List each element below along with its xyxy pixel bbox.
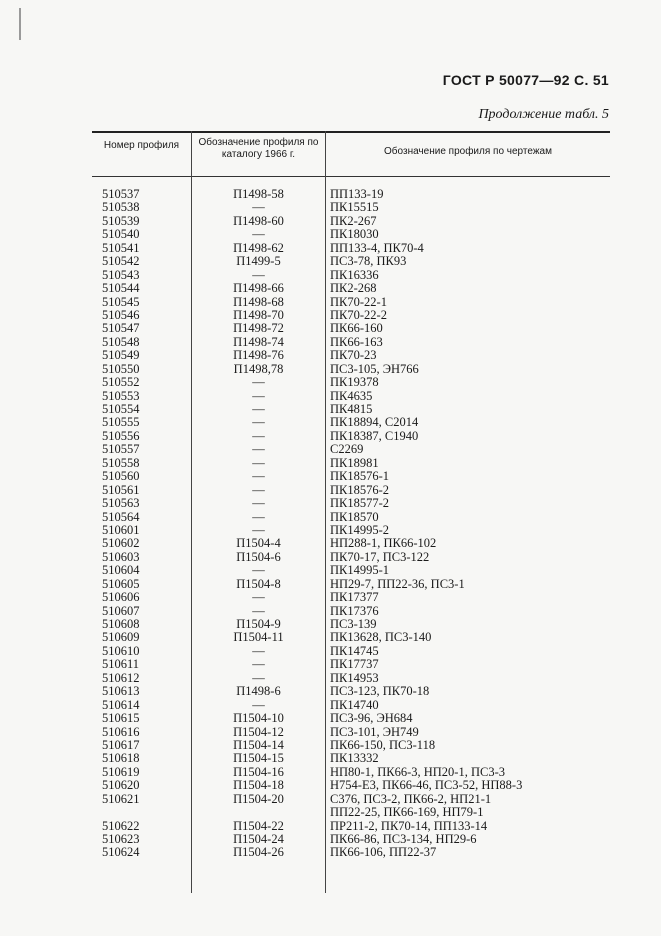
profile-number: 510557 (102, 442, 140, 457)
profile-number: 510540 (102, 227, 140, 242)
profile-number: 510612 (102, 670, 140, 685)
drawing-designation (330, 188, 383, 201)
drawing-designation-line: ПК66-163 (330, 334, 383, 349)
catalog-designation: П1504-24 (233, 832, 284, 847)
drawing-designation (330, 658, 379, 671)
drawing-designation (330, 296, 387, 309)
table-row (92, 537, 610, 550)
drawing-designation (330, 457, 379, 470)
table-row (92, 349, 610, 362)
column-header-drawings: Обозначение профиля по чертежам (384, 146, 552, 157)
drawing-designation-line: ПК4635 (330, 388, 373, 403)
catalog-designation: П1504-11 (233, 630, 284, 645)
profile-number: 510545 (102, 294, 140, 309)
profile-number: 510609 (102, 630, 140, 645)
table-row (92, 296, 610, 309)
catalog-designation: П1504-4 (236, 536, 281, 551)
profile-number: 510605 (102, 576, 140, 591)
drawing-designation-line: ПК4815 (330, 402, 373, 416)
catalog-designation: П1504-18 (233, 778, 284, 793)
drawing-designation-line: ПК70-22-1 (330, 294, 387, 309)
drawing-designation (330, 605, 379, 618)
drawing-designation (330, 255, 406, 268)
catalog-designation: — (252, 428, 265, 443)
drawing-designation (330, 631, 431, 644)
profile-number: 510624 (102, 845, 140, 860)
drawing-designation (330, 201, 379, 214)
table-row (92, 752, 610, 765)
catalog-designation: — (252, 697, 265, 712)
drawing-designation-line: ПК14953 (330, 670, 379, 685)
table-row (92, 443, 610, 456)
table-row (92, 591, 610, 604)
profile-number: 510623 (102, 832, 140, 847)
profile-number: 510554 (102, 402, 140, 416)
catalog-designation: П1498-62 (233, 240, 284, 255)
catalog-designation: — (252, 200, 265, 215)
drawing-designation-line: С376, ПС3-2, ПК66-2, НП21-1 (330, 791, 492, 806)
table-row (92, 564, 610, 577)
drawing-designation-line: ПС3-123, ПК70-18 (330, 684, 430, 699)
catalog-designation: — (252, 442, 265, 457)
table-row (92, 578, 610, 591)
profile-number: 510617 (102, 737, 140, 752)
drawing-designation (330, 376, 379, 389)
catalog-designation: П1498,78 (233, 361, 284, 376)
profile-number: 510604 (102, 563, 140, 578)
table-row (92, 376, 610, 389)
drawing-designation (330, 537, 436, 550)
drawing-designation-line: НП80-1, ПК66-3, НП20-1, ПС3-3 (330, 764, 505, 779)
table-row (92, 846, 610, 859)
table-header-rule (92, 176, 610, 177)
profile-number: 510556 (102, 428, 140, 443)
catalog-designation: П1504-22 (233, 818, 284, 833)
drawing-designation (330, 430, 418, 443)
drawing-designation-line: ПК14745 (330, 643, 379, 658)
drawing-designation (330, 363, 419, 376)
profile-number: 510621 (102, 791, 140, 806)
drawing-designation-line: НП288-1, ПК66-102 (330, 536, 437, 551)
drawing-designation (330, 551, 429, 564)
drawing-designation-line: ПП22-25, ПК66-169, НП79-1 (330, 805, 484, 820)
catalog-designation: — (252, 455, 265, 470)
profile-number: 510552 (102, 375, 140, 390)
catalog-designation: — (252, 402, 265, 416)
profile-number: 510564 (102, 509, 140, 524)
profile-number: 510549 (102, 348, 140, 363)
drawing-designation (330, 833, 477, 846)
catalog-designation: — (252, 563, 265, 578)
drawing-designation-line: ПК15515 (330, 200, 379, 215)
profile-number: 510558 (102, 455, 140, 470)
catalog-designation: П1498-70 (233, 307, 284, 322)
drawing-designation-line: ПК18030 (330, 227, 379, 242)
catalog-designation: П1498-60 (233, 213, 284, 228)
catalog-designation: П1504-20 (233, 791, 284, 806)
drawing-designation (330, 228, 379, 241)
drawing-designation-line: ПК18570 (330, 509, 379, 524)
drawing-designation-line: ПК70-23 (330, 348, 377, 363)
table-row (92, 484, 610, 497)
table-row (92, 390, 610, 403)
drawing-designation (330, 578, 465, 591)
drawing-designation (330, 779, 522, 792)
profile-number: 510602 (102, 536, 140, 551)
profile-number: 510608 (102, 617, 140, 631)
column-header-catalog: Обозначение профиля по каталогу 1966 г. (198, 137, 319, 160)
table-row (92, 739, 610, 752)
catalog-designation: — (252, 522, 265, 537)
profile-number: 510555 (102, 415, 140, 430)
drawing-designation (330, 309, 387, 322)
profile-number: 510613 (102, 684, 140, 699)
table-row (92, 820, 610, 833)
drawing-designation (330, 322, 383, 335)
drawing-designation (330, 215, 377, 228)
drawing-designation-line: ПК70-22-2 (330, 307, 387, 322)
table-row (92, 363, 610, 376)
table-row (92, 470, 610, 483)
profile-number: 510622 (102, 818, 140, 833)
profile-number: 510550 (102, 361, 140, 376)
profile-number: 510610 (102, 643, 140, 658)
catalog-designation: П1504-8 (236, 576, 281, 591)
profile-number: 510547 (102, 321, 140, 336)
catalog-designation: — (252, 657, 265, 672)
drawing-designation-line: ПС3-96, ЭН684 (330, 711, 413, 726)
drawing-designation-line: ПК18981 (330, 455, 379, 470)
catalog-designation: — (252, 670, 265, 685)
catalog-designation: — (252, 375, 265, 390)
drawing-designation-line: ПК14995-1 (330, 563, 390, 578)
drawing-designation-line: ПК14995-2 (330, 522, 390, 537)
drawing-designation-line: ПК66-86, ПС3-134, НП29-6 (330, 832, 477, 847)
drawing-designation-line: ПК17737 (330, 657, 379, 672)
table-row (92, 793, 610, 820)
table-row (92, 255, 610, 268)
profile-number: 510548 (102, 334, 140, 349)
table-row (92, 618, 610, 631)
drawing-designation (330, 484, 389, 497)
catalog-designation: П1498-74 (233, 334, 284, 349)
table-row (92, 779, 610, 792)
drawing-designation-line: С2269 (330, 442, 364, 457)
drawing-designation-line: ПК66-150, ПС3-118 (330, 737, 436, 752)
page-header-standard: ГОСТ Р 50077—92 С. 51 (442, 72, 609, 88)
table-row (92, 524, 610, 537)
drawing-designation-line: ПК18387, С1940 (330, 428, 419, 443)
column-header-number: Номер профиля (103, 140, 180, 151)
profile-number: 510544 (102, 281, 140, 296)
drawing-designation (330, 726, 419, 739)
drawing-designation-line: ПК2-267 (330, 213, 377, 228)
profile-number: 510601 (102, 522, 140, 537)
table-row (92, 497, 610, 510)
drawing-designation (330, 712, 413, 725)
drawing-designation (330, 336, 383, 349)
binding-margin-mark (19, 8, 21, 40)
catalog-designation: — (252, 643, 265, 658)
catalog-designation: П1498-66 (233, 281, 284, 296)
table-row (92, 269, 610, 282)
catalog-designation: П1498-76 (233, 348, 284, 363)
catalog-designation: П1504-14 (233, 737, 284, 752)
drawing-designation (330, 591, 379, 604)
drawing-designation-line: ПК18577-2 (330, 496, 390, 511)
drawing-designation (330, 685, 429, 698)
drawing-designation-line: ПК16336 (330, 267, 379, 282)
catalog-designation: П1504-6 (236, 549, 281, 564)
profile-number: 510618 (102, 751, 140, 766)
drawing-designation (330, 511, 379, 524)
drawing-designation (330, 349, 377, 362)
profile-number: 510560 (102, 469, 140, 484)
drawing-designation-line: ПК17376 (330, 603, 379, 618)
drawing-designation-line: ПК19378 (330, 375, 379, 390)
table-row (92, 658, 610, 671)
profile-number: 510537 (102, 187, 140, 201)
profile-number: 510561 (102, 482, 140, 497)
drawing-designation (330, 242, 424, 255)
drawing-designation (330, 645, 379, 658)
drawing-designation-line: ПС3-78, ПК93 (330, 254, 407, 269)
table-row (92, 403, 610, 416)
table-row (92, 672, 610, 685)
drawing-designation (330, 766, 505, 779)
profile-number: 510614 (102, 697, 140, 712)
catalog-designation: — (252, 509, 265, 524)
drawing-designation-line: ПК18576-2 (330, 482, 390, 497)
profile-number: 510616 (102, 724, 140, 739)
table-row (92, 228, 610, 241)
table-row (92, 833, 610, 846)
profile-number: 510606 (102, 590, 140, 605)
catalog-designation: — (252, 415, 265, 430)
drawing-designation-line: ПС3-105, ЭН766 (330, 361, 419, 376)
table-row (92, 188, 610, 201)
profile-number: 510563 (102, 496, 140, 511)
drawing-designation-line: ПК17377 (330, 590, 379, 605)
catalog-designation: — (252, 603, 265, 618)
table-body (92, 188, 610, 860)
drawing-designation (330, 524, 389, 537)
drawing-designation-line: ПК66-106, ПП22-37 (330, 845, 437, 860)
catalog-designation: П1504-10 (233, 711, 284, 726)
drawing-designation (330, 470, 389, 483)
drawing-designation (330, 403, 372, 416)
drawing-designation-line: ПП133-19 (330, 187, 384, 201)
drawing-designation-line: ПС3-139 (330, 617, 377, 631)
catalog-designation: П1499-5 (236, 254, 281, 269)
profile-number: 510607 (102, 603, 140, 618)
catalog-designation: П1498-72 (233, 321, 284, 336)
table-row (92, 416, 610, 429)
drawing-designation-line: ПК13628, ПС3-140 (330, 630, 432, 645)
drawing-designation-line: ПК70-17, ПС3-122 (330, 549, 430, 564)
catalog-designation: П1498-6 (236, 684, 281, 699)
table-row (92, 766, 610, 779)
drawing-designation-line: ПК14740 (330, 697, 379, 712)
table-row (92, 430, 610, 443)
profile-number: 510615 (102, 711, 140, 726)
catalog-designation: П1504-16 (233, 764, 284, 779)
table-row (92, 645, 610, 658)
catalog-designation: — (252, 388, 265, 403)
drawing-designation (330, 269, 379, 282)
profile-number: 510611 (102, 657, 140, 672)
drawing-designation-line: ПС3-101, ЭН749 (330, 724, 419, 739)
drawing-designation-line: ПК18894, С2014 (330, 415, 419, 430)
drawing-designation-line: ПР211-2, ПК70-14, ПП133-14 (330, 818, 488, 833)
table-row (92, 712, 610, 725)
table-continuation-caption: Продолжение табл. 5 (478, 107, 609, 122)
profile-number: 510541 (102, 240, 140, 255)
catalog-designation: П1504-26 (233, 845, 284, 860)
catalog-designation: П1504-12 (233, 724, 284, 739)
drawing-designation-line: НП29-7, ПП22-36, ПС3-1 (330, 576, 465, 591)
table-row (92, 631, 610, 644)
drawing-designation (330, 846, 436, 859)
table-row (92, 336, 610, 349)
table-row (92, 282, 610, 295)
drawing-designation (330, 416, 418, 429)
catalog-designation: — (252, 482, 265, 497)
catalog-designation: — (252, 496, 265, 511)
catalog-designation: П1498-68 (233, 294, 284, 309)
profile-number: 510620 (102, 778, 140, 793)
profile-number: 510619 (102, 764, 140, 779)
table-row (92, 242, 610, 255)
profile-number: 510603 (102, 549, 140, 564)
drawing-designation-line: ПК66-160 (330, 321, 383, 336)
drawing-designation-line: ПП133-4, ПК70-4 (330, 240, 424, 255)
profile-number: 510538 (102, 200, 140, 215)
drawing-designation (330, 739, 435, 752)
catalog-designation: — (252, 590, 265, 605)
table-row (92, 201, 610, 214)
drawing-designation (330, 497, 389, 510)
drawing-designation (330, 820, 487, 833)
profile-number: 510542 (102, 254, 140, 269)
table-top-rule (92, 131, 610, 133)
table-row (92, 457, 610, 470)
drawing-designation (330, 443, 363, 456)
profile-number: 510546 (102, 307, 140, 322)
drawing-designation (330, 793, 491, 820)
drawing-designation (330, 282, 377, 295)
profile-number: 510539 (102, 213, 140, 228)
catalog-designation: — (252, 227, 265, 242)
drawing-designation (330, 699, 379, 712)
table-row (92, 726, 610, 739)
table-row (92, 699, 610, 712)
table-row (92, 309, 610, 322)
drawing-designation-line: ПК13332 (330, 751, 379, 766)
table-row (92, 511, 610, 524)
catalog-designation: — (252, 469, 265, 484)
table-row (92, 322, 610, 335)
drawing-designation-line: Н754-Е3, ПК66-46, ПС3-52, НП88-3 (330, 778, 523, 793)
catalog-designation: П1504-15 (233, 751, 284, 766)
table-row (92, 685, 610, 698)
drawing-designation-line: ПК2-268 (330, 281, 377, 296)
table-row (92, 551, 610, 564)
drawing-designation (330, 672, 379, 685)
catalog-designation: П1504-9 (236, 617, 281, 631)
profile-number: 510543 (102, 267, 140, 282)
drawing-designation (330, 618, 377, 631)
drawing-designation (330, 564, 389, 577)
table-row (92, 605, 610, 618)
catalog-designation: — (252, 267, 265, 282)
profile-number: 510553 (102, 388, 140, 403)
table-row (92, 215, 610, 228)
drawing-designation-line: ПК18576-1 (330, 469, 390, 484)
drawing-designation (330, 390, 372, 403)
drawing-designation (330, 752, 379, 765)
catalog-designation: П1498-58 (233, 187, 284, 201)
